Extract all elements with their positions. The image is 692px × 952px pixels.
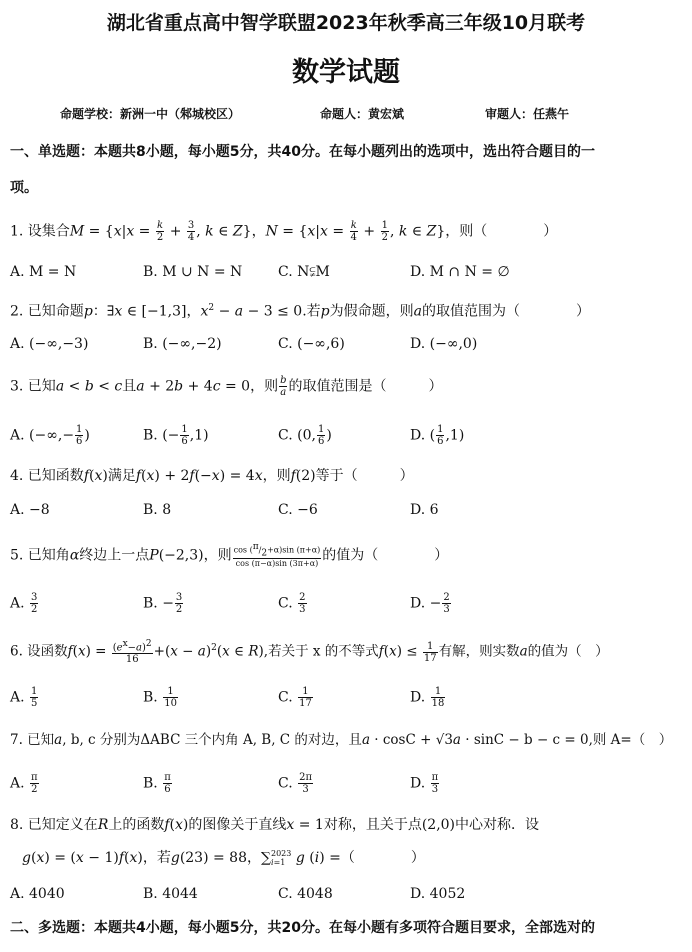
q3-option-c: C. (0, $\frac{1}{6}$ ) — [278, 424, 332, 447]
section1-heading: 一、单选题：本题共8小题，每小题5分，共40分。在每小题列出的选项中，选出符合题目的一 — [10, 144, 595, 160]
q5-option-a: A. $\frac{3}{2}$ — [10, 592, 38, 615]
q7-option-b: B. $\frac{\pi}{6}$ — [143, 772, 171, 795]
section1-heading-cont: 项。 — [10, 180, 38, 196]
q6-option-b: B. $\frac{1}{10}$ — [143, 686, 177, 709]
school-text: 命题学校：新洲一中（邾城校区） — [60, 107, 241, 121]
question-4-stem: 4. 已知函数f(x)满足f(x) + 2f(−x) = 4x，则f(2)等于（ ） — [10, 468, 414, 484]
q2-option-d: D. (−∞,0) — [410, 336, 478, 352]
question-8-stem: 8. 已知定义在R上的函数f(x)的图像关于直线x = 1对称，且关于点(2,0)中心对称．设 — [10, 817, 540, 833]
q6-option-a: A. $\frac{1}{5}$ — [10, 686, 38, 709]
question-1-stem: 1. 设集合M = {x|x = $\frac{k}{2}$ + $\frac{3}{4}$ , k ∈ Z}，N = {x|x = $\frac{k}{4}$ + $\frac{1}{2}$ , k ∈ Z}，则（ ） — [10, 220, 558, 243]
q8-option-b: B. 4044 — [143, 886, 198, 902]
q2-option-b: B. (−∞,−2) — [143, 336, 222, 352]
q5-option-b: B. − $\frac{3}{2}$ — [143, 592, 183, 615]
q7-option-d: D. $\frac{\pi}{3}$ — [410, 772, 439, 795]
q3-option-d: D. ( $\frac{1}{6}$ ,1) — [410, 424, 465, 447]
question-7-stem: 7. 已知a, b, c 分别为ΔABC 三个内角 A, B, C 的对边，且a · cosC + √3a · sinC − b − c = 0,则 A=（ ） — [10, 732, 673, 748]
question-2-stem: 2. 已知命题p：∃x ∈ [−1,3]，$x^2 - a - 3 \le 0$.若p为假命题，则a的取值范围为（ ） — [10, 303, 590, 320]
q5-option-c: C. $\frac{2}{3}$ — [278, 592, 306, 615]
q1-option-b: B. M ∪ N = N — [143, 264, 243, 280]
reviewer-text: 审题人：任燕午 — [485, 107, 570, 121]
exam-subtitle: 数学试题 — [292, 57, 400, 88]
q7-option-c: C. $\frac{2\pi}{3}$ — [278, 772, 313, 795]
q8-option-a: A. 4040 — [10, 886, 65, 902]
question-8-stem-cont: g(x) = (x − 1)f(x)，若g(23) = 88，∑ 2023 i=1 g (i) =（ ） — [22, 849, 425, 867]
exam-title: 湖北省重点高中智学联盟2023年秋季高三年级10月联考 — [106, 12, 586, 34]
q6-option-c: C. $\frac{1}{17}$ — [278, 686, 312, 709]
q6-option-d: D. $\frac{1}{18}$ — [410, 686, 445, 709]
question-6-stem: 6. 设函数f(x) = $\frac{(e^x-a)^2}{16}$ $+(x - a)^2(x$ ∈ R),若关于 x 的不等式f(x) ≤ $\frac{1}{17}$ 有解，则实数a的值为（ ） — [10, 638, 609, 666]
q8-option-d: D. 4052 — [410, 886, 466, 902]
q4-option-a: A. −8 — [10, 502, 50, 518]
q2-option-c: C. (−∞,6) — [278, 336, 345, 352]
q4-option-d: D. 6 — [410, 502, 439, 518]
q7-option-a: A. $\frac{\pi}{2}$ — [10, 772, 38, 795]
q3-option-a: A. (−∞,− $\frac{1}{6}$ ) — [10, 424, 90, 447]
section2-heading: 二、多选题：本题共4小题，每小题5分，共20分。在每小题有多项符合题目要求，全部选对的 — [10, 920, 595, 936]
q3-option-b: B. (− $\frac{1}{6}$ ,1) — [143, 424, 209, 447]
author-text: 命题人：黄宏斌 — [320, 107, 405, 121]
q8-option-c: C. 4048 — [278, 886, 333, 902]
q1-option-d: D. M ∩ N = ∅ — [410, 264, 510, 280]
q4-option-b: B. 8 — [143, 502, 172, 518]
q1-option-a: A. M = N — [10, 264, 77, 280]
question-3-stem: 3. 已知a < b < c且a + 2b + 4c = 0，则 $\frac{b}{a}$ 的取值范围是（ ） — [10, 375, 443, 398]
question-5-stem: 5. 已知角α终边上一点P(−2,3)，则 $\frac{\cos (^\pi/_2+\alpha)\sin (\pi+\alpha)}{\cos (\pi-\alpha)\sin (3\pi+\alpha)}$ 的值为（ ） — [10, 542, 449, 569]
q4-option-c: C. −6 — [278, 502, 318, 518]
q2-option-a: A. (−∞,−3) — [10, 336, 89, 352]
q1-option-c: C. N⫋M — [278, 264, 330, 280]
q5-option-d: D. − $\frac{2}{3}$ — [410, 592, 450, 615]
